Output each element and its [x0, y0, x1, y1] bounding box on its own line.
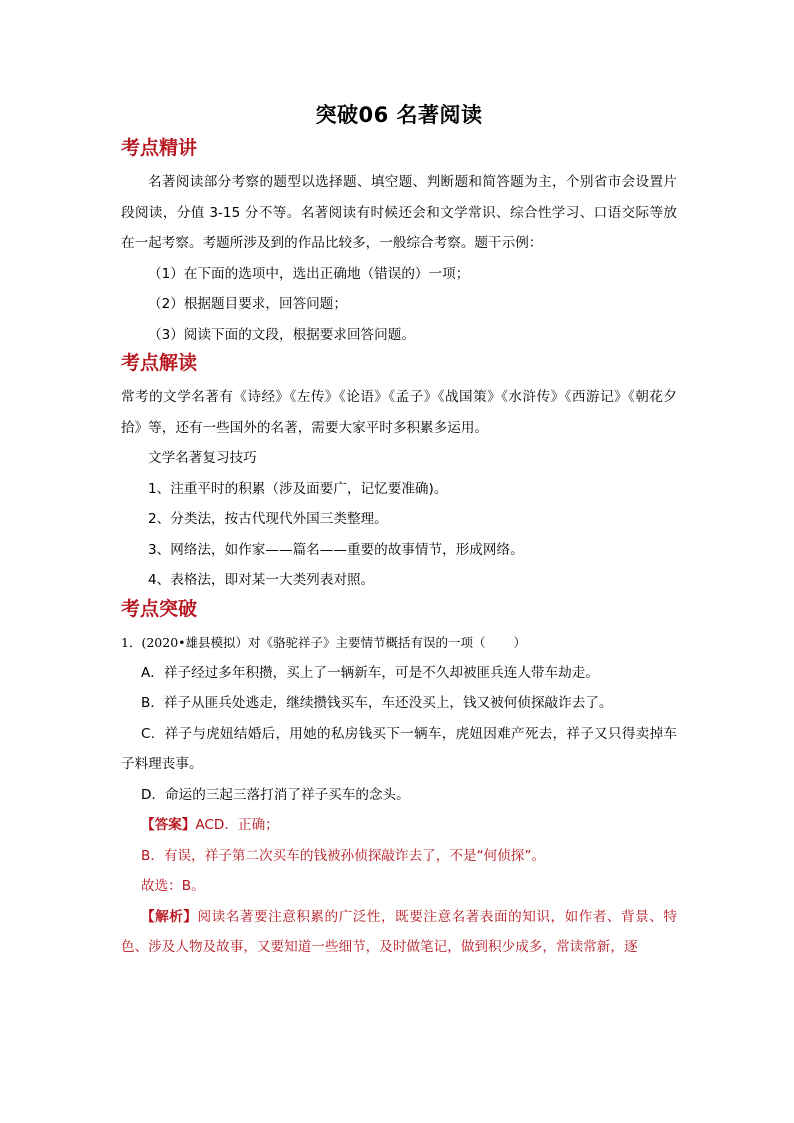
- answer-explanation-b: B．有误，祥子第二次买车的钱被孙侦探敲诈去了，不是“何侦探”。: [141, 847, 546, 864]
- analysis-paragraph: [121, 902, 677, 963]
- section-heading-interpretation: 考点解读: [121, 352, 198, 374]
- question-stem-text: 1．(2020•雄县模拟）对《骆驼祥子》主要情节概括有误的一项（: [121, 634, 486, 650]
- tip-item-4: 4、表格法，即对某一大类列表对照。: [148, 572, 375, 588]
- tip-item-2: 2、分类法，按古代现代外国三类整理。: [148, 511, 388, 527]
- example-item-2: （2）根据题目要求，回答问题；: [148, 296, 347, 312]
- section-heading-breakthrough: 考点突破: [121, 597, 198, 620]
- analysis-text: 阅读名著要注意积累的广泛性，既要注意名著表面的知识，如作者、背景、特色、涉及人物及故事，又要知道一些细节，及时做笔记，做到积少成多，常读常新，逐: [121, 908, 678, 955]
- analysis-label: 【解析】: [141, 908, 198, 925]
- question-stem-end: ）: [513, 634, 527, 650]
- section-intro-paragraph: 名著阅读部分考察的题型以选择题、填空题、判断题和简答题为主，个别省市会设置片段阅读，分值 3-15 分不等。名著阅读有时候还会和文学常识、综合性学习、口语交际等放在一起考察。考题所涉及到的作品比较多，一般综合考察。题干示例：: [121, 174, 677, 251]
- tip-item-3: 3、网络法，如作家——篇名——重要的故事情节，形成网络。: [148, 541, 524, 558]
- answer-choice: 故选：B。: [141, 878, 205, 894]
- option-a: A．祥子经过多年积攒，买上了一辆新车，可是不久却被匪兵连人带车劫走。: [141, 664, 599, 681]
- option-b: B．祥子从匪兵处逃走，继续攒钱买车，车还没买上，钱又被何侦探敲诈去了。: [141, 695, 613, 711]
- option-c: C．祥子与虎妞结婚后，用她的私房钱买下一辆车，虎妞因难产死去，祥子又只得卖掉车子料理丧事。: [121, 725, 677, 772]
- tip-item-1: 1、注重平时的积累（涉及面要广，记忆要准确)。: [148, 480, 448, 497]
- interpretation-paragraph: 常考的文学名著有《诗经》《左传》《论语》《孟子》《战国策》《水浒传》《西游记》《朝花夕拾》等，还有一些国外的名著，需要大家平时多积累多运用。: [121, 389, 677, 436]
- answer-text: ACD．正确；: [195, 817, 279, 833]
- example-item-3: （3）阅读下面的文段，根据要求回答问题。: [148, 326, 415, 343]
- tips-title: 文学名著复习技巧: [148, 450, 257, 466]
- example-item-1: （1）在下面的选项中，选出正确地（错误的）一项；: [148, 265, 470, 282]
- document-content: [121, 100, 677, 963]
- answer-line: [121, 810, 677, 841]
- section-heading-key-points: 考点精讲: [121, 137, 198, 159]
- answer-label: 【答案】: [141, 817, 196, 833]
- document-title: 突破06 名著阅读: [315, 103, 483, 127]
- option-d: D．命运的三起三落打消了祥子买车的念头。: [141, 786, 410, 803]
- question-stem: [121, 628, 677, 658]
